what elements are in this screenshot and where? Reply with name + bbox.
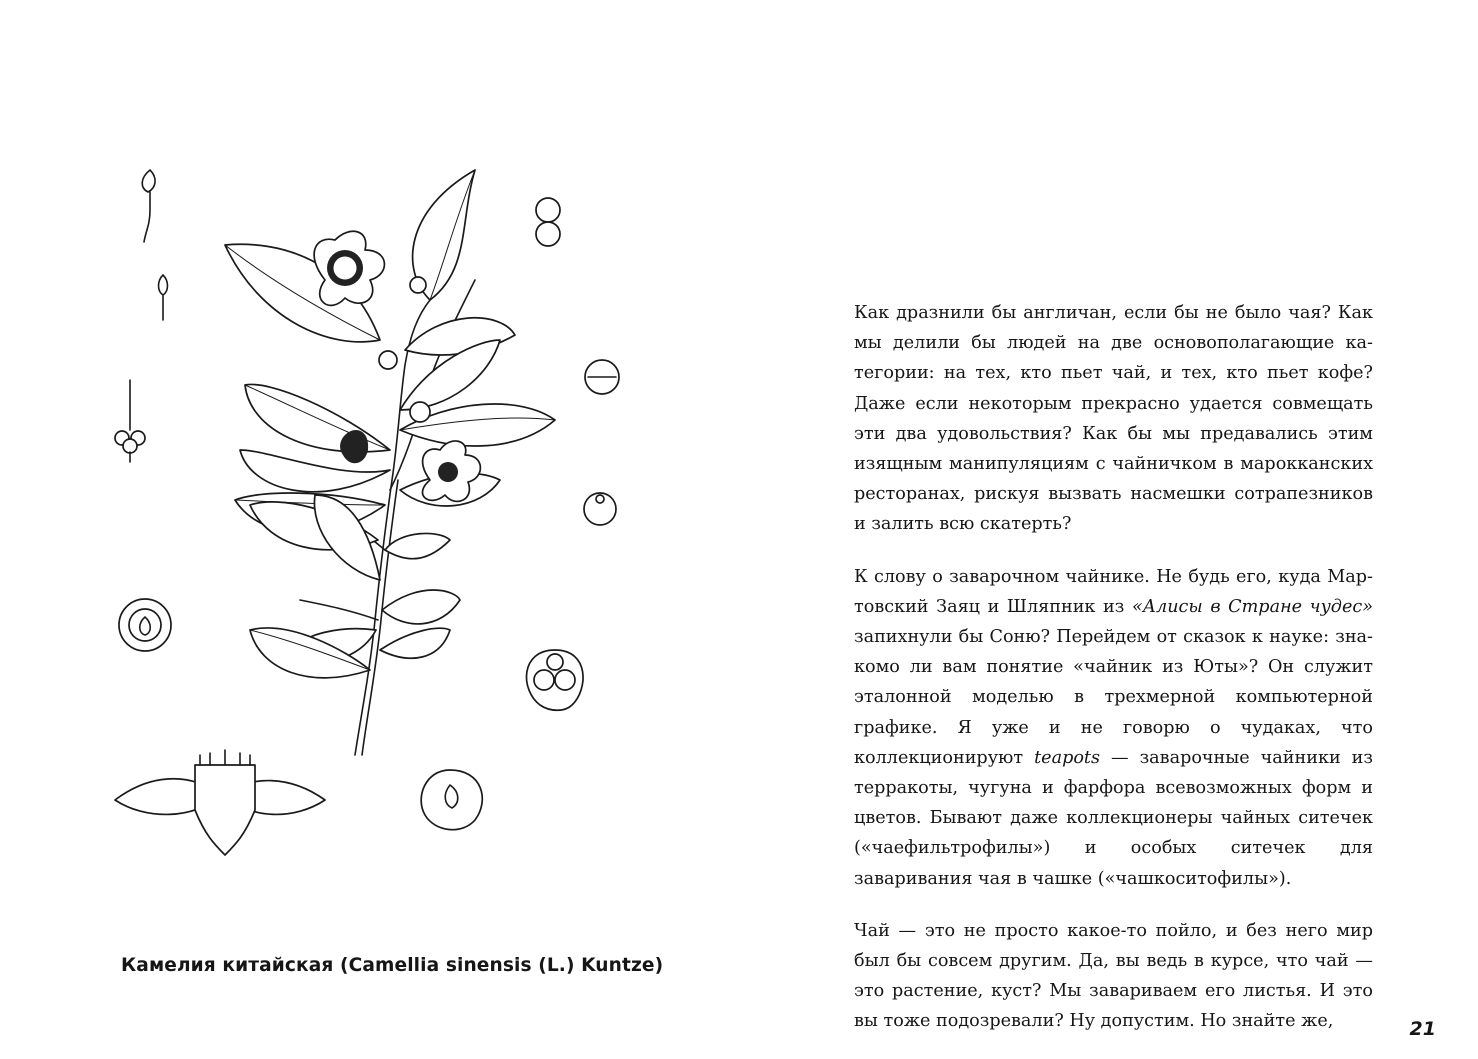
fruit-section-left [119,599,171,651]
italic-term: teapots [1034,747,1101,768]
seed-detail-2 [585,360,619,394]
camellia-flower-top [314,231,384,305]
flower-section-bottom [115,750,325,855]
leaf [405,318,515,355]
leaf [380,628,450,658]
figure-caption: Камелия китайская (Camellia sinensis (L.) Kuntze) [121,955,664,976]
stamen-detail [142,170,155,242]
leaf [385,533,450,558]
left-page [0,0,739,1045]
leaf [382,590,460,624]
paragraph: Чай — это не просто какое-то пойло, и без него мир был бы совсем другим. Да, вы ведь в курсе, что чай — это растение, куст? Мы завариваем его листья. И это вы тоже подозревали? Ну допустим. Но знайте же, [854,920,1373,1032]
text-run: запихнули бы Соню? Перейдем от сказок к науке: знакомо ли вам понятие «чайник из Юты»? Он служит эталонной моделью в трехмерной компьютерной графике. Я уже и не говорю о чудаках, что коллекционируют [854,627,1373,768]
text-run: К слову о заварочном чайнике. Не будь его, куда Мартовский Заяц и Шляпник из [854,566,1373,617]
ovary-section [421,770,482,830]
right-page [739,0,1478,1045]
camellia-botanical-illustration [100,150,660,870]
body-text [854,298,1373,1059]
pistil-ovary-detail [115,380,145,462]
text-run: — заварочные чайники из терракоты, чугуна и фарфора всевозможных форм и цветов. Бывают даже коллекционеры чайных ситечек («чаефильтрофилы») и особых ситечек для заваривания чая в чашке («чашкоситофилы»). [854,747,1373,889]
italic-title: «Алисы в Стране чудес» [1131,596,1373,617]
leaf [240,450,390,492]
capsule-section [526,650,583,710]
paragraph [854,562,1373,894]
page-number: 21 [1409,1018,1436,1040]
seed-detail-1 [536,198,560,246]
pistil-detail [159,275,168,320]
fruit-detail [584,493,616,525]
paragraph: Как дразнили бы англичан, если бы не было чая? Как мы делили бы людей на две основополагающие категории: на тех, кто пьет чай, и тех, кто пьет кофе? Даже если некоторым прекрасно удается совмещать эти два удовольствия? Как бы мы предавались этим изящным манипуляциям с чайничком в марокканских ресторанах, рискуя вызвать насмешки сотрапезников и залить всю скатерть? [854,303,1373,535]
